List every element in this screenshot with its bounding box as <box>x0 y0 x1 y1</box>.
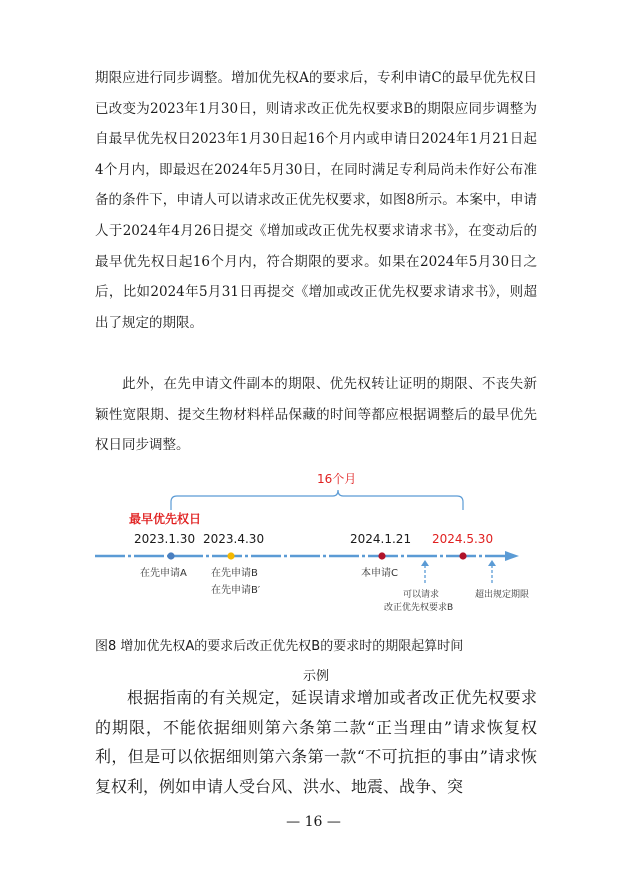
dot-2024-5-30 <box>459 552 466 559</box>
date-label-2023-1-30: 2023.1.30 <box>134 532 196 546</box>
date-label-2024-5-30: 2024.5.30 <box>432 532 494 546</box>
can-request-label-line1: 可以请求 <box>403 590 440 600</box>
sixteen-month-brace <box>171 490 463 510</box>
date-label-2023-4-30: 2023.4.30 <box>203 532 265 546</box>
dot-2023-4-30 <box>227 552 234 559</box>
earliest-priority-label: 最早优先权日 <box>129 512 202 526</box>
timeline-diagram <box>95 466 537 636</box>
paragraph-1: 期限应进行同步调整。增加优先权A的要求后，专利申请C的最早优先权日已改变为2023年1月30日，则请求改正优先权要求B的期限应同步调整为自最早优先权日2023年1月30日起16个月内或申请日2024年1月21日起4个月内，即最迟在2024年5月30日，在同时满足专利局尚未作好公布准备的条件下，申请人可以请求改正优先权要求，如图8所示。本案中，申请人于2024年4月26日提交《增加或改正优先权要求请求书》，在变动后的最早优先权日起16个月内，符合期限的要求。如果在2024年5月30日之后，比如2024年5月31日再提交《增加或改正优先权要求请求书》，则超出了规定的期限。 <box>95 70 537 331</box>
exceeds-label: 超出规定期限 <box>475 590 530 600</box>
paragraph-3: 根据指南的有关规定，延误请求增加或者改正优先权要求的期限，不能依据细则第六条第二款“正当理由”请求恢复权利，但是可以依据细则第六条第一款“不可抗拒的事由”请求恢复权利，例如申请人受台风、洪水、地震、战争、突 <box>95 688 537 796</box>
label-prior-app-b: 在先申请B <box>211 568 258 579</box>
dot-2024-1-21 <box>378 552 385 559</box>
exceeds-arrow-head-icon <box>488 560 496 566</box>
page-number: — 16 — <box>286 814 341 830</box>
dot-2023-1-30 <box>167 552 174 559</box>
label-this-app-c: 本申请C <box>361 568 398 579</box>
caption-line-1: 图8 增加优先权A的要求后改正优先权B的要求时的期限起算时间 <box>95 639 464 654</box>
caption-line-2: 示例 <box>302 669 329 684</box>
can-request-arrow-head-icon <box>421 560 429 566</box>
timeline-arrow-icon <box>505 551 519 561</box>
paragraph-2: 此外，在先申请文件副本的期限、优先权转让证明的期限、不丧失新颖性宽限期、提交生物材料样品保藏的时间等都应根据调整后的最早优先权日同步调整。 <box>95 376 537 454</box>
date-label-2024-1-21: 2024.1.21 <box>350 532 412 546</box>
timeline-figure <box>95 466 537 636</box>
label-prior-app-a: 在先申请A <box>140 568 187 579</box>
label-prior-app-b-prime: 在先申请B′ <box>211 585 261 596</box>
can-request-label-line2: 改正优先权要求B <box>384 603 454 613</box>
brace-label: 16个月 <box>317 472 357 486</box>
